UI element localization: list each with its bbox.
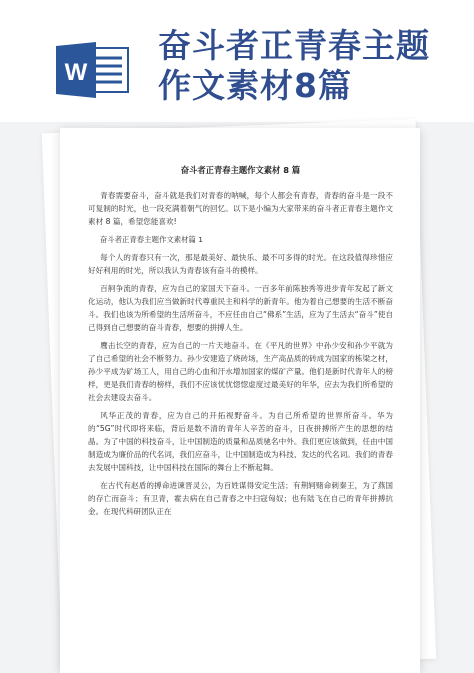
page-title-line-2: 作文素材8篇 <box>158 66 352 105</box>
word-document-icon <box>56 42 134 98</box>
document-title: 奋斗者正青春主题作文素材 8 篇 <box>180 165 301 175</box>
header-banner <box>0 0 474 122</box>
page-title <box>158 26 458 106</box>
intro-paragraph: 青春需要奋斗，奋斗就是我们对青春的呐喊，每个人都会有青春，青春的奋斗是一段不可复制的时光，也一段充满着朝气的回忆。以下是小编为大家带来的奋斗者正青春主题作文素材 8 篇，希望您能喜欢! <box>88 191 393 226</box>
body-paragraph: 在古代有赵盾的搏命进谏晋灵公，为百姓谋得安定生活；有荆轲赌命刺秦王，为了燕国的存亡而奋斗；有卫青，霍去病在自己青春之中扫寇匈奴；也有陆飞在自己的青年拼搏抗金。在现代科研团队正在 <box>88 481 393 516</box>
document-page <box>60 128 420 673</box>
page-title-line-1: 奋斗者正青春主题 <box>158 26 430 65</box>
word-logo-letter: W <box>64 59 88 86</box>
section-heading: 奋斗者正青春主题作文素材篇 1 <box>99 235 203 244</box>
document-body <box>88 164 393 523</box>
body-paragraph: 鹰击长空的青春，应为自己的一片天地奋斗。在《平凡的世界》中孙少安和孙少平就为了自己希望的社会不断努力。孙少安建造了烧砖场，生产高品质的砖成为国家的栋梁之材，孙少平成为矿场工人，用自己的心血和汗水增加国家的煤矿产量。他们是新时代青年人的榜样，更是我们青春的榜样，我们不应该忧忧惚惚虚度过最美好的年华，应去为我们所希望的社会去建设去奋斗。 <box>88 341 393 402</box>
body-paragraph: 每个人的青春只有一次，那是最美好、最快乐、最不可多得的时光。在这段值得珍惜应好好利用的时光，所以我认为青春该有奋斗的模样。 <box>88 253 393 275</box>
body-paragraph: 百舸争流的青春，应为自己的家国天下奋斗。一百多年前陈独秀等进步青年发起了新文化运动，他认为我们应当做新时代尊重民主和科学的新青年。他为着自己想要的生活不断奋斗。我们也该为所希望的生活所奋斗，不应任由自己“佛系”生活，应为了生活去“奋斗”使自己得到自己想要的奋斗青春，想要的拼搏人生。 <box>88 284 393 332</box>
body-paragraph: 风华正茂的青春，应为自己的开拓视野奋斗。为自己所希望的世界所奋斗。华为的“5G”时代即将来临，背后是数不清的青年人辛苦的奋斗，日夜拼搏所产生的思想的结晶。为了中国的科技奋斗，让中国制造的质量和品质驰名中外。我们更应该做到，任由中国制造成为廉价品的代名词，我们应奋斗，让中国制造成为科技、发达的代名词。我们的青春去发展中国科技，让中国科技在国际的舞台上不断起舞。 <box>88 411 393 472</box>
